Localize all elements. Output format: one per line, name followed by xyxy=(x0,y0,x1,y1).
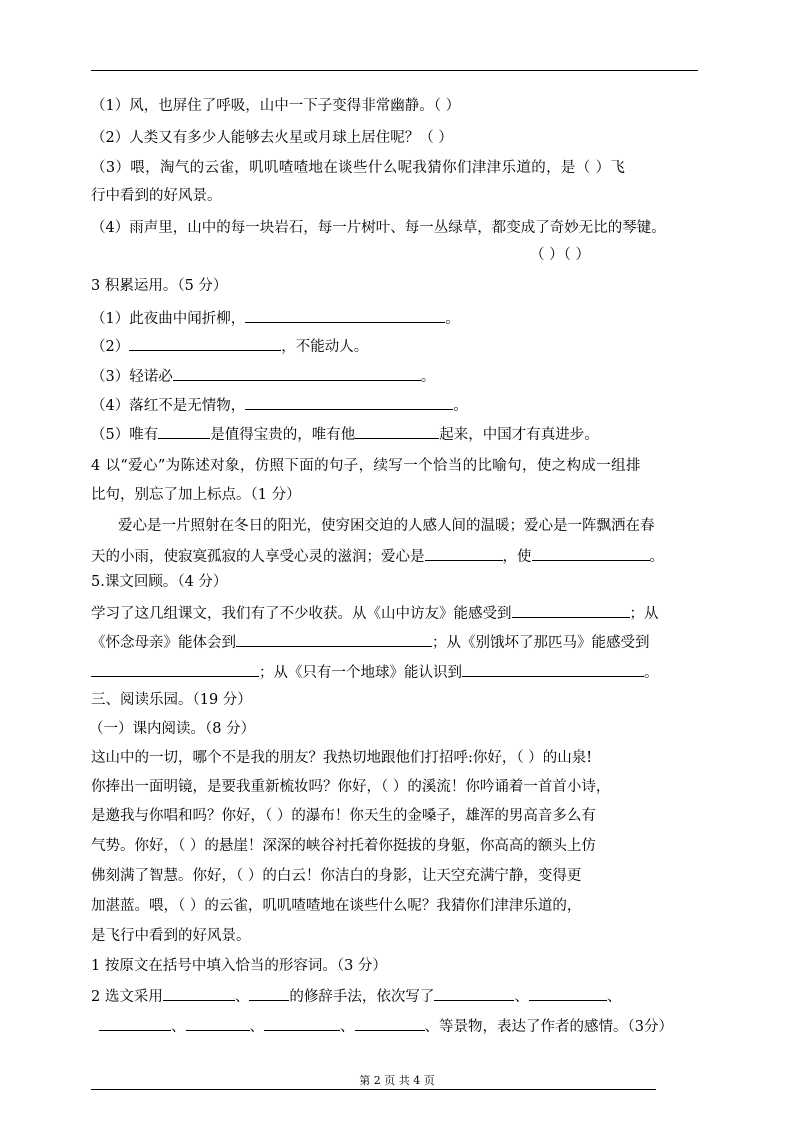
q4-title-cont: 比句，别忘了加上标点。（1 分） xyxy=(91,487,301,503)
reading-question-2-text: 2 选文采用 xyxy=(91,989,163,1005)
q3-item-1-end: 。 xyxy=(445,311,460,327)
q4-title: 4 以“爱心”为陈述对象，仿照下面的句子，续写一个恰当的比喻句，使之构成一组排 xyxy=(91,458,641,474)
reading-question-2 xyxy=(91,986,621,1007)
q4-example-end: 。 xyxy=(649,549,664,565)
q2-item-3-cont: 行中看到的好风景。 xyxy=(91,188,222,204)
reading-question-1: 1 按原文在括号中填入恰当的形容词。（3 分） xyxy=(91,958,387,974)
answer-blank[interactable] xyxy=(245,308,445,323)
q3-item-2 xyxy=(91,336,368,357)
q5-line-1-text: 学习了这几组课文，我们有了不少收获。从《山中访友》能感受到 xyxy=(91,606,512,622)
q3-item-5-text: （5）唯有 xyxy=(91,427,159,443)
answer-blank[interactable] xyxy=(529,986,607,1001)
answer-blank[interactable] xyxy=(434,986,514,1001)
reading-question-2-mid: 的修辞手法，依次写了 xyxy=(289,989,435,1005)
q3-item-5-mid: 是值得宝贵的，唯有他 xyxy=(210,427,356,443)
separator: 、 xyxy=(171,1019,186,1035)
separator: 、 xyxy=(234,989,250,1005)
q3-item-4-text: （4）落红不是无情物， xyxy=(91,398,246,414)
answer-blank[interactable] xyxy=(186,1016,250,1031)
reading-question-2-end: 、等景物，表达了作者的感情。（3分） xyxy=(424,1019,673,1035)
q5-line-3-end: 。 xyxy=(644,665,659,681)
reading-passage-line: 你捧出一面明镜，是要我重新梳妆吗？你好，（ ）的溪流！你吟诵着一首首小诗， xyxy=(91,779,611,795)
q3-item-5 xyxy=(91,424,599,445)
header-rule xyxy=(91,70,698,71)
q5-line-1-end: ；从 xyxy=(629,606,659,622)
reading-passage-line: 这山中的一切，哪个不是我的朋友？我热切地跟他们打招呼:你好，（ ）的山泉! xyxy=(91,750,593,766)
reading-question-2-cont xyxy=(99,1016,673,1037)
answer-blank[interactable] xyxy=(158,424,210,439)
answer-blank[interactable] xyxy=(425,546,503,561)
page-number: 第 2 页 共 4 页 xyxy=(359,1074,435,1087)
reading-passage-line: 佛刻满了智慧。你好，（ ）的白云！你洁白的身影，让天空充满宁静，变得更 xyxy=(91,868,582,884)
q3-item-2-text: （2） xyxy=(91,339,130,355)
q3-item-4 xyxy=(91,395,468,416)
q4-example-text: 天的小雨，使寂寞孤寂的人享受心灵的滋润；爱心是 xyxy=(91,549,425,565)
answer-blank[interactable] xyxy=(173,366,421,381)
reading-passage-line: 是飞行中看到的好风景。 xyxy=(91,928,251,944)
q5-line-2 xyxy=(91,632,650,653)
answer-blank[interactable] xyxy=(236,632,432,647)
q3-item-3 xyxy=(91,366,435,387)
q2-item-2: （2）人类又有多少人能够去火星或月球上居住呢？（ ） xyxy=(91,130,453,146)
q3-item-1-text: （1）此夜曲中闻折柳， xyxy=(91,311,246,327)
separator: 、 xyxy=(606,989,622,1005)
answer-blank[interactable] xyxy=(355,1016,425,1031)
answer-blank[interactable] xyxy=(264,1016,340,1031)
answer-blank[interactable] xyxy=(355,424,439,439)
q2-item-4: （4）雨声里，山中的每一块岩石，每一片树叶、每一丛绿草，都变成了奇妙无比的琴键。 xyxy=(91,220,666,236)
answer-blank[interactable] xyxy=(249,986,289,1001)
q3-item-1 xyxy=(91,308,460,329)
q5-line-3 xyxy=(91,662,659,683)
q4-example-mid: ，使 xyxy=(502,549,532,565)
reading-passage-line: 气势。你好，（ ）的悬崖！深深的峡谷衬托着你挺拔的身躯，你高高的额头上仿 xyxy=(91,838,596,854)
separator: 、 xyxy=(340,1019,355,1035)
q5-title: 5.课文回顾。（4 分） xyxy=(91,574,228,590)
q2-item-1: （1）风，也屏住了呼吸，山中一下子变得非常幽静。（ ） xyxy=(91,98,461,114)
section-3-title: 三、阅读乐园。（19 分） xyxy=(91,692,252,708)
answer-blank[interactable] xyxy=(462,662,644,677)
q3-item-5-end: 起来，中国才有真进步。 xyxy=(439,427,599,443)
q5-line-3-text: ；从《只有一个地球》能认识到 xyxy=(259,665,462,681)
answer-blank[interactable] xyxy=(129,336,281,351)
q3-item-3-end: 。 xyxy=(420,369,436,385)
section-3-subtitle: （一）课内阅读。（8 分） xyxy=(89,721,256,737)
answer-blank[interactable] xyxy=(99,1016,171,1031)
answer-blank[interactable] xyxy=(91,662,259,677)
q4-example: 爱心是一片照射在冬日的阳光，使穷困交迫的人感人间的温暖；爱心是一阵飘洒在春 xyxy=(118,518,655,534)
q5-line-2-text: 《怀念母亲》能体会到 xyxy=(91,635,236,651)
q5-line-1 xyxy=(91,603,659,624)
q2-item-3: （3）喂，淘气的云雀，叽叽喳喳地在谈些什么呢我猜你们津津乐道的，是（ ）飞 xyxy=(91,160,626,176)
q3-item-3-text: （3）轻诺必 xyxy=(91,369,173,385)
reading-passage-line: 加湛蓝。喂，（ ）的云雀，叽叽喳喳地在谈些什么呢？我猜你们津津乐道的， xyxy=(91,898,582,914)
q3-item-2-end: ，不能动人。 xyxy=(281,339,369,355)
separator: 、 xyxy=(249,1019,264,1035)
q2-item-4-brackets: （ ）（ ） xyxy=(530,247,590,263)
reading-passage-line: 是邀我与你唱和吗？你好，（ ）的瀑布！你天生的金嗓子，雄浑的男高音多么有 xyxy=(91,808,596,824)
q4-example-cont xyxy=(91,546,664,567)
answer-blank[interactable] xyxy=(532,546,650,561)
answer-blank[interactable] xyxy=(163,986,235,1001)
q5-line-2-end: ；从《别饿坏了那匹马》能感受到 xyxy=(432,635,650,651)
q3-title: 3 积累运用。（5 分） xyxy=(91,278,228,294)
footer-rule xyxy=(91,1089,656,1090)
separator: 、 xyxy=(514,989,529,1005)
answer-blank[interactable] xyxy=(512,603,630,618)
answer-blank[interactable] xyxy=(245,395,453,410)
q3-item-4-end: 。 xyxy=(453,398,468,414)
